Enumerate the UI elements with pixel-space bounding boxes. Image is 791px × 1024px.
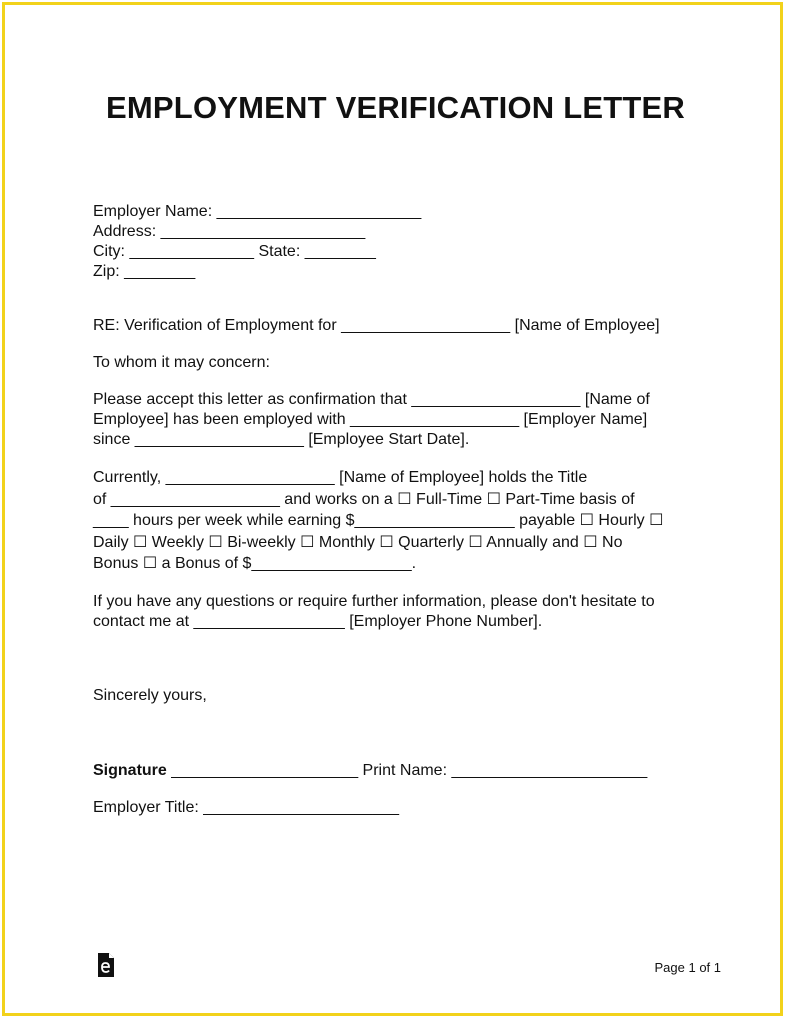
signature-label: Signature bbox=[93, 762, 167, 779]
greeting: To whom it may concern: bbox=[93, 354, 270, 371]
signature-line bbox=[93, 761, 703, 781]
address-line: Address: _______________________ bbox=[93, 223, 366, 240]
paragraph-line: Bonus ☐ a Bonus of $__________________. bbox=[93, 555, 417, 572]
city-state-line: City: ______________ State: ________ bbox=[93, 243, 376, 260]
confirmation-paragraph bbox=[93, 390, 703, 450]
document-title: EMPLOYMENT VERIFICATION LETTER bbox=[106, 90, 685, 125]
re-line: RE: Verification of Employment for ___________________ [Name of Employee] bbox=[93, 317, 660, 334]
contact-block bbox=[93, 202, 703, 282]
page-number: Page 1 of 1 bbox=[654, 960, 721, 975]
paragraph-line: of ___________________ and works on a ☐ Full-Time ☐ Part-Time basis of bbox=[93, 490, 635, 508]
paragraph-line: contact me at _________________ [Employer Phone Number]. bbox=[93, 613, 543, 630]
paragraph-line: Daily ☐ Weekly ☐ Bi-weekly ☐ Monthly ☐ Quarterly ☐ Annually and ☐ No bbox=[93, 533, 623, 551]
paragraph-line: since ___________________ [Employee Start Date]. bbox=[93, 431, 470, 448]
questions-paragraph bbox=[93, 592, 703, 632]
employer-title-line: Employer Title: ______________________ bbox=[93, 799, 400, 816]
paragraph-line: If you have any questions or require further information, please don't hesitate to bbox=[93, 593, 655, 610]
signature-print-name-blanks: _____________________ Print Name: ______________________ bbox=[166, 762, 648, 779]
eforms-logo-icon bbox=[96, 952, 116, 978]
employer-name-line: Employer Name: _______________________ bbox=[93, 203, 422, 220]
employment-details-paragraph bbox=[93, 467, 703, 575]
paragraph-line: ____ hours per week while earning $__________________ payable ☐ Hourly ☐ bbox=[93, 512, 664, 529]
paragraph-line: Please accept this letter as confirmation that ___________________ [Name of bbox=[93, 391, 650, 408]
paragraph-line: Employee] has been employed with ___________________ [Employer Name] bbox=[93, 411, 648, 428]
zip-line: Zip: ________ bbox=[93, 263, 196, 280]
paragraph-line: Currently, ___________________ [Name of Employee] holds the Title bbox=[93, 469, 588, 486]
closing: Sincerely yours, bbox=[93, 687, 207, 704]
